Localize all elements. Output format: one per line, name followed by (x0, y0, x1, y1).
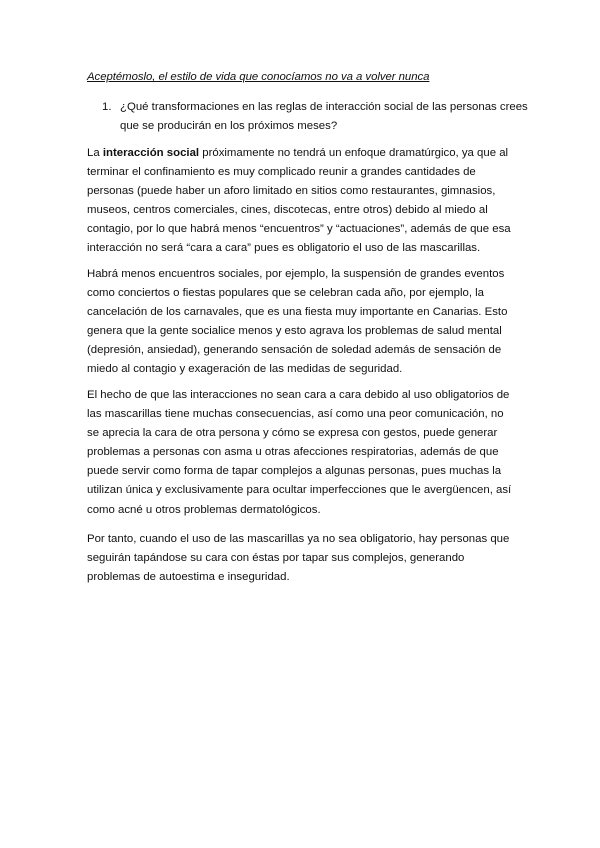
paragraph-1-bold-term: interacción social (102, 147, 200, 159)
question-number: 1. (102, 101, 112, 113)
question-text: ¿Qué transformaciones en las reglas de interacción social de las personas crees que se producirán en los próximos meses? (120, 101, 528, 132)
paragraph-1-lead: La (87, 147, 103, 159)
paragraph-3: El hecho de que las interacciones no sean cara a cara debido al uso obligatorios de las mascarillas tiene muchas consecuencias, así como una peor comunicación, no se aprecia la cara de otra persona y cómo se expresa con gestos, puede generar problemas a personas con asma u otras afecciones respiratorias, además de que puede servir como forma de tapar complejos a algunas personas, pues muchas la utilizan única y exclusivamente para ocultar imperfecciones que le avergüencen, así como acné u otros problemas dermatológicos. (87, 389, 512, 516)
paragraph-4: Por tanto, cuando el uso de las mascarillas ya no sea obligatorio, hay personas que seguirán tapándose su cara con éstas por tapar sus complejos, generando problemas de autoestima e inseguridad. (87, 533, 510, 584)
paragraph-1-rest: próximamente no tendrá un enfoque dramatúrgico, ya que al terminar el confinamiento es muy complicado reunir a grandes cantidades de personas (puede haber un aforo limitado en sitios como restaurantes, gimnasios, museos, centros comerciales, cines, discotecas, entre otros) debido al miedo al contagio, por lo que habrá menos “encuentros” y “actuaciones”, además de que esa interacción no será “cara a cara” pues es obligatorio el uso de las mascarillas. (87, 147, 511, 255)
document-title: Aceptémoslo, el estilo de vida que conocíamos no va a volver nunca (87, 71, 430, 83)
paragraph-2: Habrá menos encuentros sociales, por ejemplo, la suspensión de grandes eventos como conciertos o fiestas populares que se celebran cada año, por ejemplo, la cancelación de los carnavales, que es una fiesta muy importante en Canarias. Esto genera que la gente socialice menos y esto agrava los problemas de salud mental (depresión, ansiedad), generando sensación de soledad además de sensación de miedo al contagio y exageración de las medidas de seguridad. (87, 268, 508, 376)
paragraph-1 (87, 144, 517, 259)
